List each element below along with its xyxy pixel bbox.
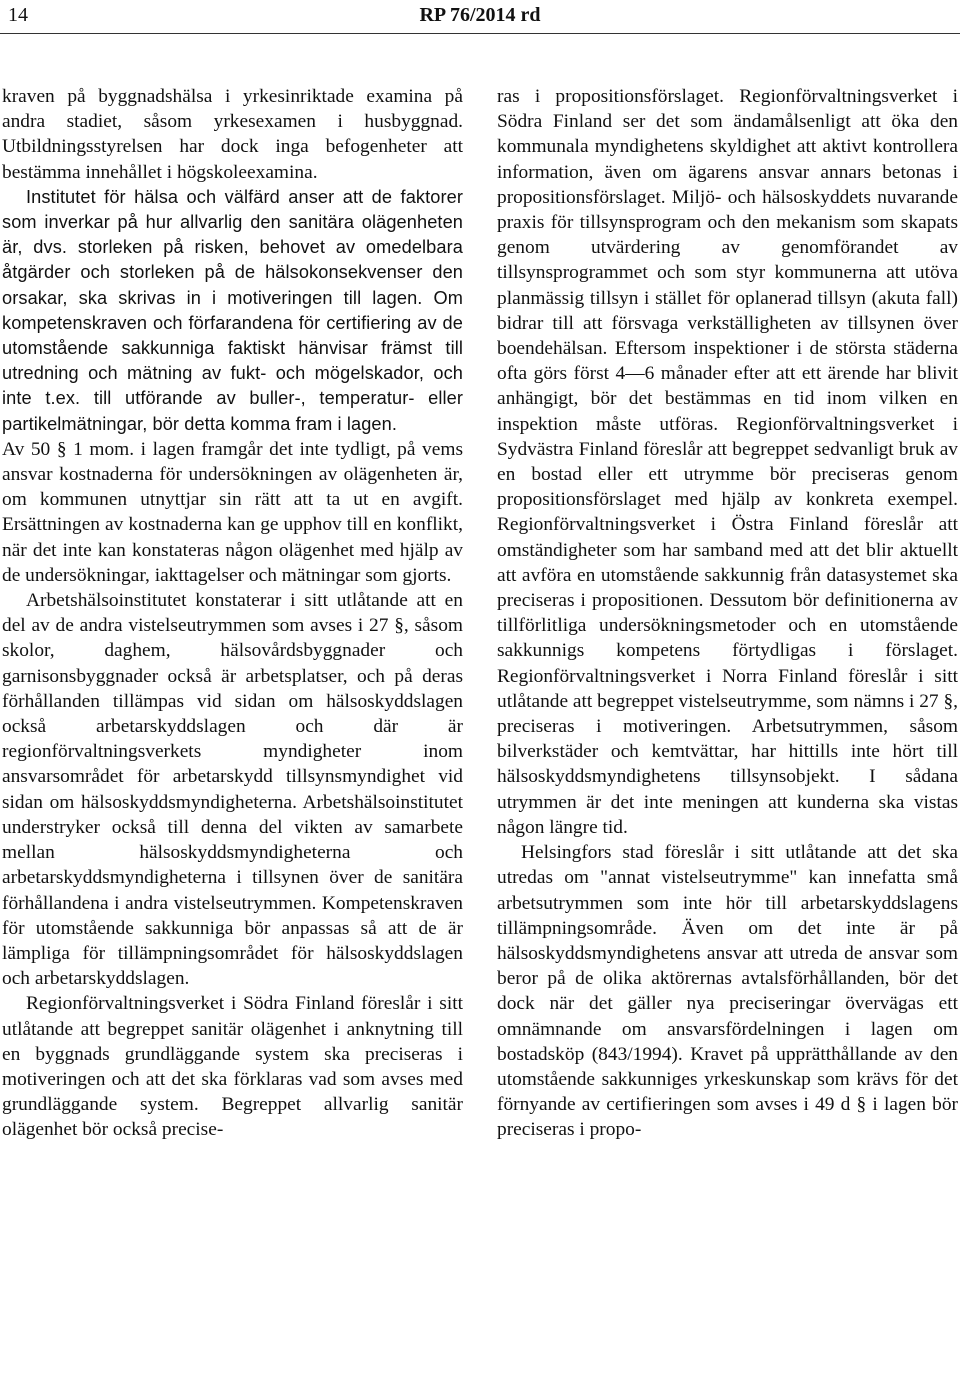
document-id: RP 76/2014 rd [419,4,541,26]
right-column [497,84,958,1143]
paragraph-work-health-institute: Arbetshälsoinstitutet konstaterar i sitt utlåtande att en del av de andra vistelseutrymmen som avses i 27 §, såsom skolor, daghem, hälsovårdsbyggnader och garnisonsbyggnader också är arbetsplatser, och på deras förhållanden tillämpas vid sidan om hälsoskyddslagen också arbetarskyddslagen och där är regionförvaltningsverkets myndigheter inom ansvarsområdet för arbetarskydd tillsynsmyndighet vid sidan om hälsoskyddsmyndigheterna. Arbetshälsoinstitutet understryker också till denna del vikten av samarbete mellan hälsoskyddsmyndigheterna och arbetarskyddsmyndigheterna i tillsynen över de sanitära förhållandena i andra vistelseutrymmen. Kompetenskraven för utomstående sakkunniga bör anpassas så att de är lämpliga för tillämpningsområdet för hälsoskyddslagen och arbetarskyddslagen. [2,590,463,990]
paragraph-education: kraven på byggnadshälsa i yrkesinriktade examina på andra stadiet, såsom yrkesexamen i husbyggnad. Utbildningsstyrelsen har dock inga befogenheter att bestämma innehållet i högskoleexamina. [2,86,463,183]
paragraph-helsinki: Helsingfors stad föreslår i sitt utlåtande att det ska utredas om "annat vistelseutrymme" kan innefatta små arbetsutrymmen som inte hör till arbetarskyddslagens tillämpningsområde. Även om det inte är på hälsoskyddsmyndighetens ansvar att utreda de ansvar som beror på de olika aktörernas avtalsförhållanden, bör det dock när det gäller nya preciseringar övervägas ett omnämnande om ansvarsfördelningen i lagen om bostadsköp (843/1994). Kravet på upprätthållande av den utomstående sakkunniges yrkeskunskap som krävs för det förnyande av certifieringen som avses i 49 d § i lagen bör preciseras i propo- [497,842,958,1141]
paragraph-thl-statement: Institutet för hälsa och välfärd anser att de faktorer som inverkar på hur allvarlig den sanitära olägenheten är, dvs. storleken på risken, behovet av omedelbara åtgärder och storleken på de hälsokonsekvenser den orsakar, ska skrivas in i motiveringen till lagen. Om kompetenskraven och förfarandena för certifiering av de utomstående sakkunniga faktiskt hänvisar främst till utredning och mätning av fukt- och mögelskador, och inte t.ex. till utförande av buller-, temperatur- eller partikelmätningar, bör detta komma fram i lagen. [2,186,463,434]
page-header [0,0,960,34]
header-rule [0,33,960,34]
paragraph-regional-agencies: ras i propositionsförslaget. Regionförvaltningsverket i Södra Finland ser det som ändamålsenligt att öka den kommunala myndighetens skyldighet att aktivt kontrollera information, även om ägarens ansvar annars betonas i propositionsförslaget. Miljö- och hälsoskyddets nuvarande praxis för tillsynsprogram och den mekanism som skapats genom utvärdering av genomförandet av tillsynsprogrammet och som styr kommunerna att utöva planmässig tillsyn i stället för oplanerad tillsyn (akuta fall) bidrar till att försvaga verkställigheten av tillsynen över boendehälsan. Eftersom inspektioner i de största städerna ofta görs först 4—6 månader efter att ett ärende har blivit anhängigt, bör det bestämmas en tid inom vilken en inspektion måste utföras. Regionförvaltningsverket i Sydvästra Finland föreslår att begreppet sedvanligt bruk av en bostad eller ett utrymme bör preciseras genom propositionsförslaget med hjälp av konkreta exempel. Regionförvaltningsverket i Östra Finland föreslår att omständigheter som har samband med att det blir aktuellt att avföra en utomstående sakkunnig från datasystemet ska preciseras i propositionen. Dessutom bör definitionerna av tillförlitliga undersökningsmetoder och en utomstående sakkunnigs kompetens förtydligas i förslaget. Regionförvaltningsverket i Norra Finland föreslår i sitt utlåtande att begreppet vistelseutrymme, som nämns i 27 §, preciseras i motiveringen. Arbetsutrymmen, såsom bilverkstäder och kemtvättar, har hittills inte hört till hälsoskyddsmyndighetens tillsynsobjekt. I sådana utrymmen är det inte meningen att kunderna ska vistas någon längre tid. [497,86,958,838]
left-column [2,84,463,1143]
paragraph-costs: Av 50 § 1 mom. i lagen framgår det inte tydligt, på vems ansvar kostnaderna för undersökningen av olägenheten är, om kommunen utnyttjar sin rätt att ta ut en avgift. Ersättningen av kostnaderna kan ge upphov till en konflikt, när det inte kan konstateras någon olägenhet med hjälp av de undersökningar, iakttagelser och mätningar som gjorts. [2,438,463,586]
paragraph-rfv-southern-finland: Regionförvaltningsverket i Södra Finland föreslår i sitt utlåtande att begreppet sanitär olägenhet i anknytning till en byggnads grundläggande system ska preciseras i motiveringen och att det ska förklaras vad som avses med grundläggande system. Begreppet allvarlig sanitär olägenhet bör också precise- [2,993,463,1141]
page-number: 14 [8,4,28,26]
